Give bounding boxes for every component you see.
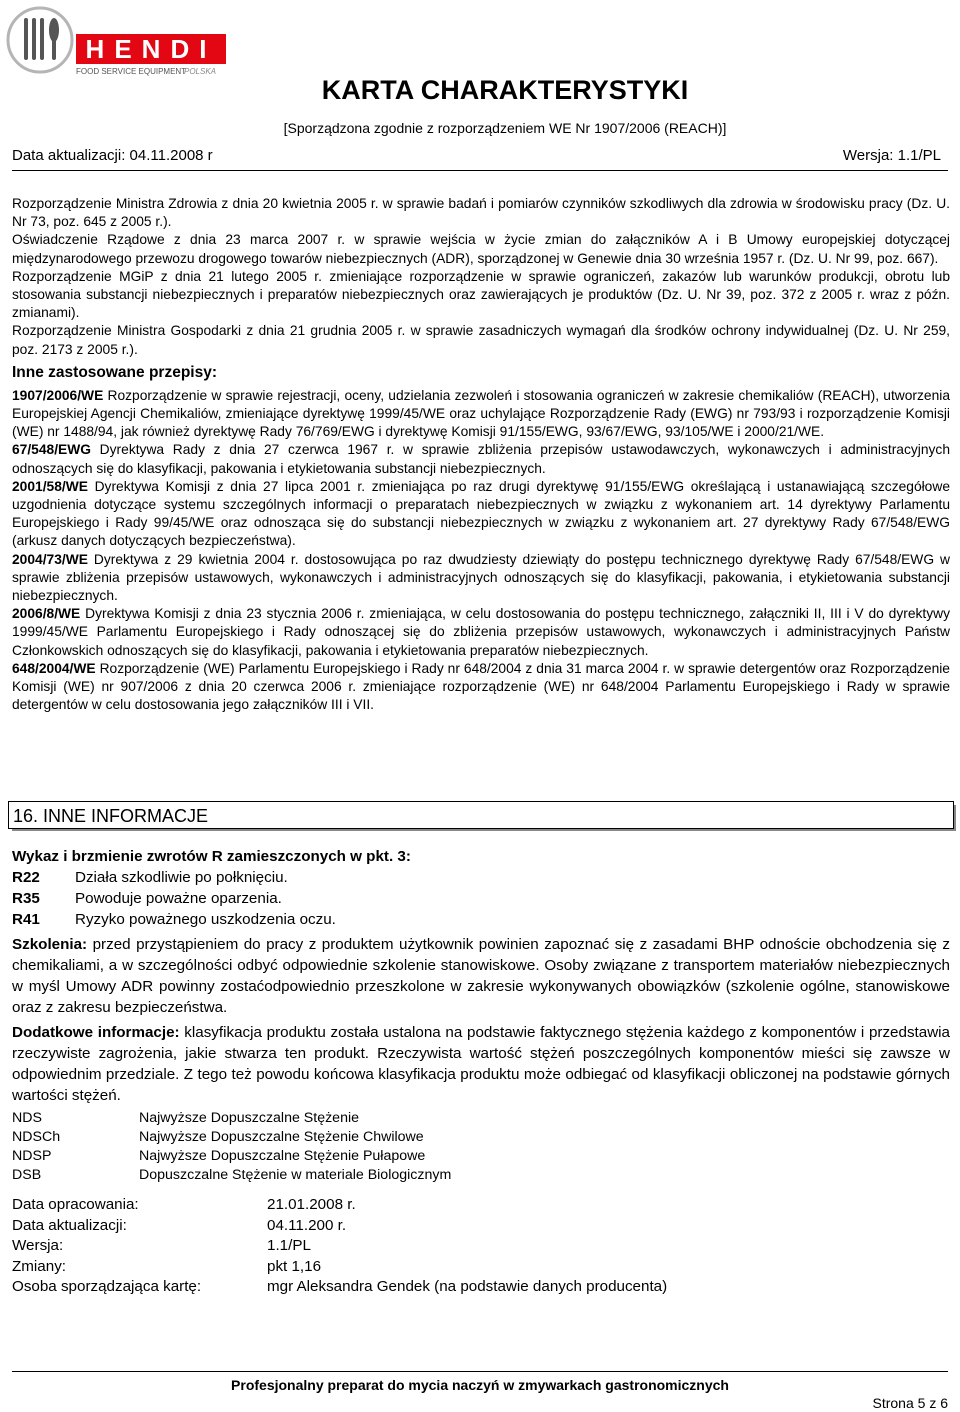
abbreviation-text: Najwyższe Dopuszczalne Stężenie Pułapowe: [139, 1148, 426, 1164]
abbreviation-row: [12, 1147, 950, 1166]
abbreviations-list: [12, 1109, 950, 1185]
abbreviation-text: Najwyższe Dopuszczalne Stężenie: [139, 1110, 360, 1126]
training-text: przed przystąpieniem do pracy z produktem użytkownik powinien zapoznać się z zasadami BHP odnoście obchodzenia się z chemikaliami, a w szczególności odbyć odpowiednie szkolenie stanowiskowe. Osoby związane z transportem materiałów niebezpiecznych w myśl Umowy ADR powinny zostaćodpowiednio przeszkolone w zakresie wykonywanych obowiązków (szkolenie ogólne, stanowiskowe oraz z zakresu bezpieczeństwa.: [12, 936, 950, 1016]
abbreviation-code: DSB: [12, 1167, 42, 1183]
footer-product-name: Profesjonalny preparat do mycia naczyń w zmywarkach gastronomicznych: [231, 1377, 729, 1393]
meta-label: Data aktualizacji:: [12, 1216, 127, 1234]
meta-value: 04.11.200 r.: [267, 1216, 347, 1234]
meta-label: Zmiany:: [12, 1257, 67, 1275]
act-code: 67/548/EWG: [12, 442, 91, 458]
section-16-content: [12, 846, 950, 1298]
abbreviation-code: NDSP: [12, 1148, 52, 1164]
abbreviation-row: [12, 1128, 950, 1147]
act-item: [12, 441, 950, 477]
r-phrase-code: R41: [12, 911, 40, 928]
act-code: 2004/73/WE: [12, 551, 88, 567]
act-text: Rozporządzenie (WE) Parlamentu Europejskiego i Rady nr 648/2004 z dnia 31 marca 2004 r. w sprawie detergentów oraz Rozporządzenie Komisji (WE) nr 907/2006 z dnia 20 czerwca 2006 r. zmieniające rozporządzenie (WE) nr 648/2004 Parlamentu Europejskiego i Rady w sprawie detergentów w celu dostosowania jego załączników III i VII.: [12, 660, 950, 713]
act-item: [12, 478, 950, 551]
r-phrase-text: Powoduje poważne oparzenia.: [75, 890, 282, 907]
act-text: Dyrektywa Rady z dnia 27 czerwca 1967 r. w sprawie zbliżenia przepisów ustawodawczych, wykonawczych i administracyjnych odnoszących się do klasyfikacji, pakowania i etykietowania substancji niebezpiecznych.: [12, 442, 950, 476]
document-subtitle: [Sporządzona zgodnie z rozporządzeniem WE Nr 1907/2006 (REACH)]: [283, 120, 727, 136]
meta-row: [12, 1216, 950, 1237]
r-phrases-heading: Wykaz i brzmienie zwrotów R zamieszczonych w pkt. 3:: [12, 848, 411, 865]
additional-info-text: klasyfikacja produktu została ustalona na podstawie faktycznego stężenia każdego z komponentów i przedstawia rzeczywiste zagrożenia, jakie stwarza ten produkt. Rzeczywista wartość stężeń poszczególnych komponentów mieści się zawsze w odpowiednim przedziale. Z tego też powodu końcowa klasyfikacja produktu może odbiegać od klasyfikacji obliczonej na podstawie górnych wartości stężeń.: [12, 1024, 950, 1104]
footer-divider: [12, 1371, 948, 1372]
r-phrase-text: Ryzyko poważnego uszkodzenia oczu.: [75, 911, 336, 928]
r-phrase-row: [12, 867, 950, 888]
meta-value: pkt 1,16: [267, 1257, 322, 1275]
meta-label: Osoba sporządzająca kartę:: [12, 1278, 202, 1295]
document-title: KARTA CHARAKTERYSTYKI: [321, 75, 689, 105]
meta-row: [12, 1195, 950, 1216]
document-meta: [12, 1195, 950, 1298]
abbreviation-text: Najwyższe Dopuszczalne Stężenie Chwilowe: [139, 1129, 424, 1145]
act-code: 1907/2006/WE: [12, 387, 104, 403]
additional-info-paragraph: [12, 1022, 950, 1106]
meta-value: mgr Aleksandra Gendek (na podstawie danych producenta): [267, 1278, 668, 1295]
r-phrase-text: Działa szkodliwie po połknięciu.: [75, 869, 288, 886]
meta-row: [12, 1257, 950, 1278]
meta-label: Wersja:: [12, 1237, 64, 1254]
act-item: [12, 660, 950, 715]
svg-text:HENDI: HENDI: [85, 34, 217, 64]
meta-row: [12, 1277, 950, 1298]
regulation-item: Rozporządzenie Ministra Zdrowia z dnia 20 kwietnia 2005 r. w sprawie badań i pomiarów czynników szkodliwych dla zdrowia w środowisku pracy (Dz. U. Nr 73, poz. 645 z 2005 r.).: [12, 196, 950, 230]
meta-value: 21.01.2008 r.: [267, 1196, 356, 1213]
r-phrase-row: [12, 888, 950, 909]
hendi-logo: [4, 4, 234, 84]
act-text: Dyrektywa Komisji z dnia 27 lipca 2001 r. zmieniająca po raz drugi dyrektywę 91/155/EWG określającą i ustanawiającą szczegółowe uzgodnienia dotyczące systemu szczególnych informacji o preparatach niebezpiecznych w związku z wykonaniem art. 14 dyrektywy Parlamentu Europejskiego i Rady 99/45/WE oraz odnosząca się do substancji niebezpiecznych w związku z wykonaniem art. 27 dyrektywy Rady 67/548/EWG (arkusz danych dotyczących bezpieczeństwa).: [12, 478, 950, 549]
section-16-title: 16. INNE INFORMACJE: [13, 806, 209, 826]
r-phrase-code: R22: [12, 869, 40, 886]
svg-text:POLSKA: POLSKA: [184, 67, 217, 76]
r-phrase-row: [12, 909, 950, 930]
abbreviation-text: Dopuszczalne Stężenie w materiale Biologicznym: [139, 1167, 452, 1183]
act-item: [12, 605, 950, 660]
act-item: [12, 387, 950, 442]
regulation-item: Rozporządzenie MGiP z dnia 21 lutego 2005 r. zmieniające rozporządzenie w sprawie ograniczeń, zakazów lub warunków produkcji, obrotu lub stosowania substancji niebezpiecznych i preparatów niebezpiecznych oraz zawierających je produktów (Dz. U. Nr 39, poz. 372 z 2005 r. wraz z późn. zmianami).: [12, 268, 950, 321]
header-divider: [12, 170, 948, 171]
act-code: 2006/8/WE: [12, 606, 81, 622]
act-item: [12, 551, 950, 606]
page-number: Strona 5 z 6: [872, 1395, 948, 1411]
meta-label: Data opracowania:: [12, 1196, 139, 1213]
abbreviation-code: NDSCh: [12, 1129, 61, 1145]
regulation-item: Rozporządzenie Ministra Gospodarki z dnia 21 grudnia 2005 r. w sprawie zasadniczych wymagań dla środków ochrony indywidualnej (Dz. U. Nr 259, poz. 2173 z 2005 r.).: [12, 323, 950, 357]
svg-text:FOOD SERVICE EQUIPMENT: FOOD SERVICE EQUIPMENT: [76, 67, 187, 76]
regulation-item: Oświadczenie Rządowe z dnia 23 marca 2007 r. w sprawie wejścia w życie zmian do załączników A i B Umowy europejskiej dotyczącej międzynarodowego przewozu drogowego towarów niebezpiecznych (ADR), sporządzonej w Genewie dnia 30 września 1957 r. (Dz. U. Nr 99, poz. 667).: [12, 232, 950, 266]
r-phrase-code: R35: [12, 890, 40, 907]
header-update-date: Data aktualizacji: 04.11.2008 r: [12, 147, 213, 164]
abbreviation-row: [12, 1166, 950, 1185]
training-label: Szkolenia:: [12, 936, 88, 953]
act-code: 2001/58/WE: [12, 478, 88, 494]
abbreviation-row: [12, 1109, 950, 1128]
brand-letters: [76, 34, 226, 76]
meta-row: [12, 1236, 950, 1257]
act-text: Dyrektywa Komisji z dnia 23 stycznia 2006 r. zmieniająca, w celu dostosowania do postępu technicznego, załączniki II, III i V do dyrektywy 1999/45/WE Parlamentu Europejskiego i Rady odnoszącej się do zbliżenia przepisów ustawowych, wykonawczych i administracyjnych Państw Członkowskich odnoszących się do klasyfikacji, pakowania i etykietowania preparatów niebezpiecznych.: [12, 606, 950, 658]
section-16-heading: [8, 801, 954, 829]
training-paragraph: [12, 934, 950, 1018]
cutlery-logo-icon: [8, 8, 72, 72]
act-code: 648/2004/WE: [12, 660, 96, 676]
regulations-block: [12, 195, 950, 714]
additional-info-label: Dodatkowe informacje:: [12, 1024, 180, 1041]
abbreviation-code: NDS: [12, 1110, 42, 1126]
act-text: Dyrektywa z 29 kwietnia 2004 r. dostosowująca po raz dwudziesty dziewiąty do postępu technicznego dyrektywę Rady 67/548/EWG w sprawie zbliżenia przepisów ustawowych, wykonawczych i administracyjnych odnoszących się do klasyfikacji, pakowania, i etykietowania substancji niebezpiecznych.: [12, 551, 950, 604]
header-version: Wersja: 1.1/PL: [842, 147, 941, 164]
act-text: Rozporządzenie w sprawie rejestracji, oceny, udzielania zezwoleń i stosowania ograniczeń w zakresie chemikaliów (REACH), utworzenia Europejskiej Agencji Chemikaliów, zmieniające dyrektywę 1999/45/WE oraz uchylające Rozporządzenie Rady (EWG) nr 793/93 i rozporządzenie Komisji (WE) nr 1488/94, jak również dyrektywę Rady 76/769/EWG i dyrektywę Komisji 91/155/EWG, 93/67/EWG, 93/105/WE i 2000/21/WE.: [12, 387, 950, 440]
meta-value: 1.1/PL: [267, 1237, 311, 1254]
other-regulations-title: Inne zastosowane przepisy:: [12, 363, 217, 381]
